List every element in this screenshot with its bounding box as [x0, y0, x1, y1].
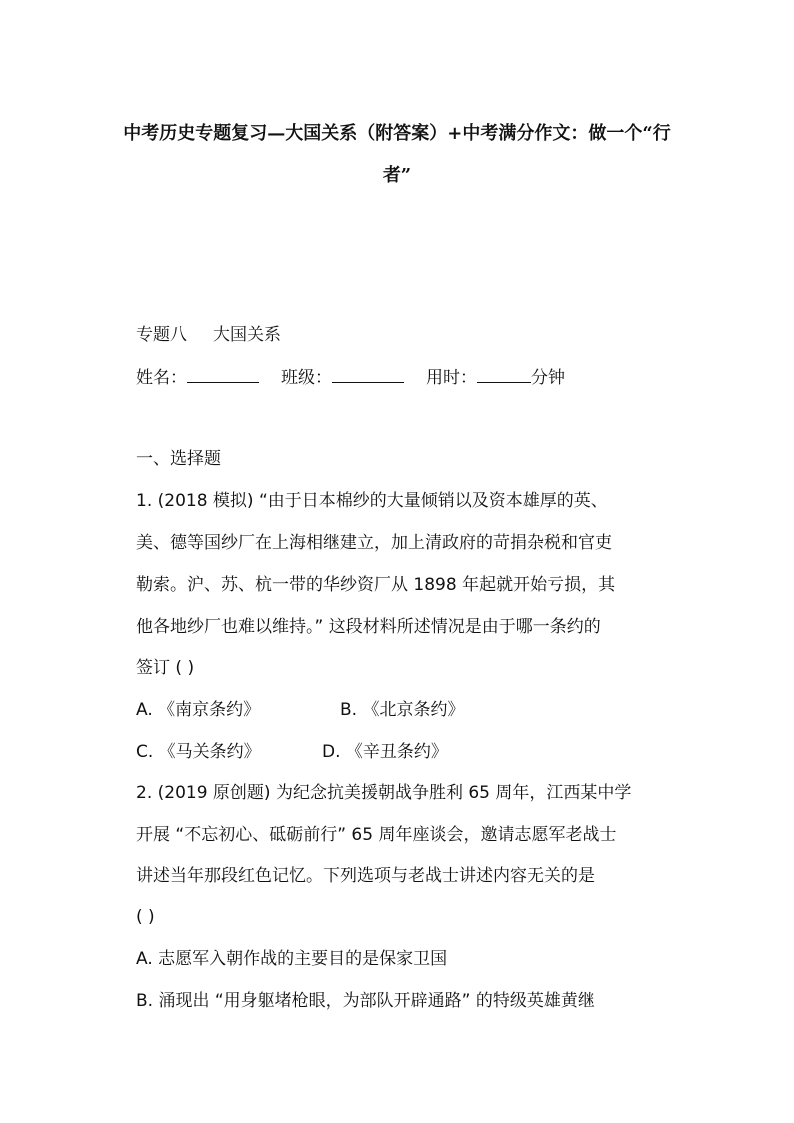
question-1-line-4: 他各地纱厂也难以维持。” 这段材料所述情况是由于哪一条约的 [136, 617, 601, 637]
student-info-row [136, 366, 565, 389]
question-2-line-2: 开展 “不忘初心、砥砺前行” 65 周年座谈会，邀请志愿军老战士 [136, 825, 617, 845]
question-1-option-d: D. 《辛丑条约》 [322, 742, 448, 762]
question-1-option-c: C. 《马关条约》 [136, 742, 261, 762]
time-unit: 分钟 [531, 368, 565, 388]
question-1-option-b: B. 《北京条约》 [340, 700, 465, 720]
name-label: 姓名： [136, 368, 187, 388]
document-title-line-2: 者” [382, 165, 412, 186]
time-blank [477, 366, 531, 383]
question-2-line-3: 讲述当年那段红色记忆。下列选项与老战士讲述内容无关的是 [136, 866, 595, 886]
question-2-option-a: A. 志愿军入朝作战的主要目的是保家卫国 [136, 949, 448, 969]
question-1-option-a: A. 《南京条约》 [136, 700, 261, 720]
class-label: 班级： [281, 368, 332, 388]
question-2-line-4: ( ) [136, 907, 155, 927]
topic-name: 大国关系 [213, 325, 281, 345]
question-1-line-2: 美、德等国纱厂在上海相继建立，加上清政府的苛捐杂税和官吏 [136, 533, 612, 553]
topic-heading [136, 324, 281, 346]
question-2-option-b: B. 涌现出 “用身躯堵枪眼，为部队开辟通路” 的特级英雄黄继 [136, 991, 595, 1011]
question-1-line-5: 签订 ( ) [136, 658, 195, 678]
question-1-line-3: 勒索。沪、苏、杭一带的华纱资厂从 1898 年起就开始亏损，其 [136, 575, 616, 595]
document-title-line-1: 中考历史专题复习—大国关系（附答案）+中考满分作文：做一个“行 [123, 123, 671, 144]
name-blank [187, 366, 259, 383]
question-2-line-1: 2. (2019 原创题) 为纪念抗美援朝战争胜利 65 周年，江西某中学 [136, 783, 632, 803]
class-blank [332, 366, 404, 383]
question-1-line-1: 1. (2018 模拟) “由于日本棉纱的大量倾销以及资本雄厚的英、 [136, 491, 608, 511]
section-heading: 一、选择题 [136, 449, 221, 469]
topic-label: 专题八 [136, 325, 187, 345]
time-label: 用时： [426, 368, 477, 388]
